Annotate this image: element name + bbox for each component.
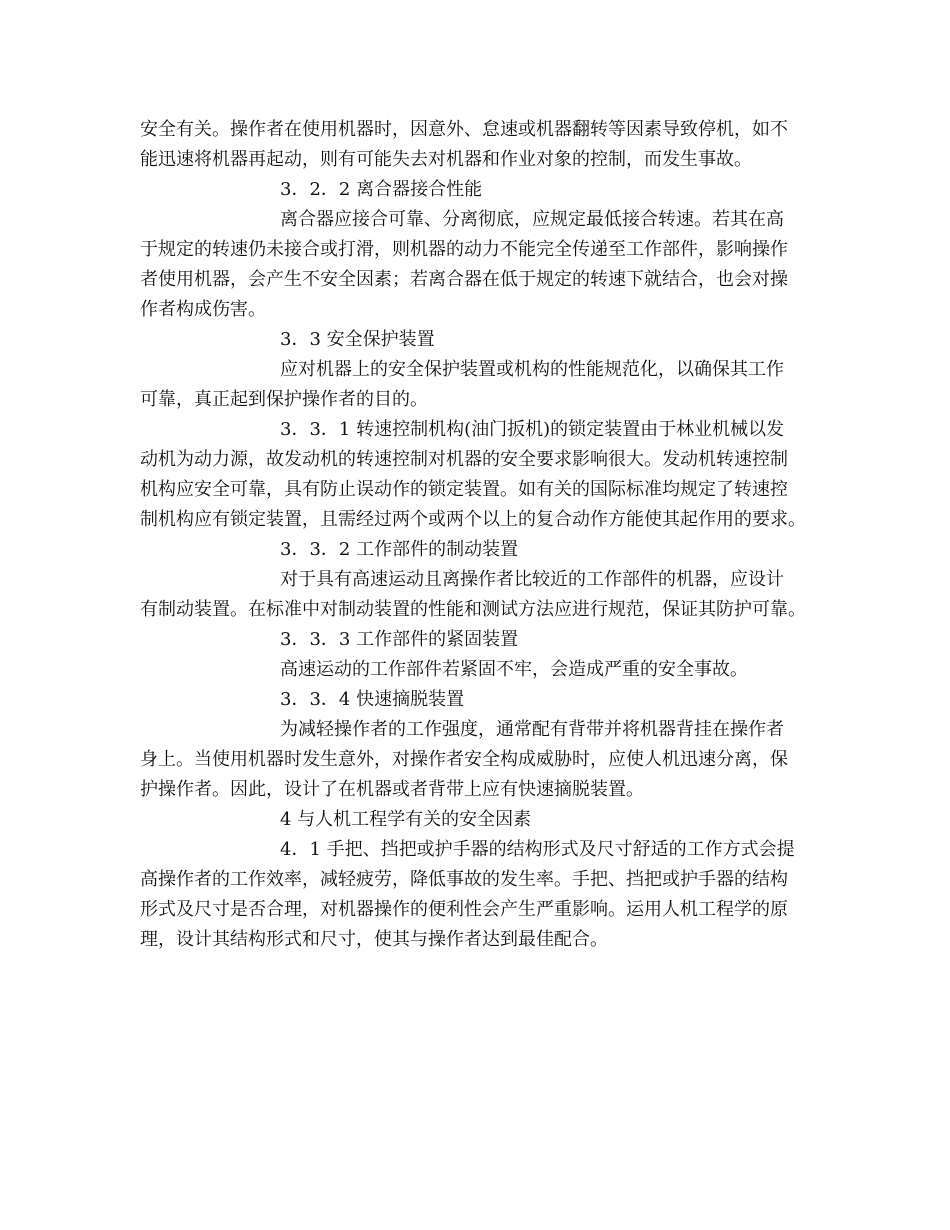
paragraph-line: 身上。当使用机器时发生意外，对操作者安全构成威胁时，应使人机迅速分离，保 — [140, 749, 788, 770]
paragraph-first-line: 应对机器上的安全保护装置或机构的性能规范化，以确保其工作 — [280, 359, 784, 380]
section-heading-4-1: 4．1 手把、挡把或护手器的结构形式及尺寸舒适的工作方式会提 — [280, 839, 795, 860]
paragraph-line: 形式及尺寸是否合理，对机器操作的便利性会产生严重影响。运用人机工程学的原 — [140, 899, 788, 920]
section-heading-3-3: 3．3 安全保护装置 — [280, 329, 435, 350]
paragraph-line: 护操作者。因此，设计了在机器或者背带上应有快速摘脱装置。 — [140, 779, 644, 800]
section-heading-4: 4 与人机工程学有关的安全因素 — [280, 809, 532, 830]
section-heading-3-3-1: 3．3．1 转速控制机构(油门扳机)的锁定装置由于林业机械以发 — [280, 419, 785, 440]
paragraph-line: 安全有关。操作者在使用机器时，因意外、怠速或机器翻转等因素导致停机，如不 — [140, 119, 788, 140]
paragraph-line: 有制动装置。在标准中对制动装置的性能和测试方法应进行规范，保证其防护可靠。 — [140, 599, 806, 620]
section-heading-3-3-3: 3．3．3 工作部件的紧固装置 — [280, 629, 519, 650]
paragraph-line: 作者构成伤害。 — [140, 299, 266, 320]
paragraph-line: 动机为动力源，故发动机的转速控制对机器的安全要求影响很大。发动机转速控制 — [140, 449, 788, 470]
paragraph-line: 理，设计其结构形式和尺寸，使其与操作者达到最佳配合。 — [140, 929, 608, 950]
section-heading-3-2-2: 3．2．2 离合器接合性能 — [280, 179, 483, 200]
paragraph-line: 高操作者的工作效率，减轻疲劳，降低事故的发生率。手把、挡把或护手器的结构 — [140, 869, 788, 890]
paragraph-line: 能迅速将机器再起动，则有可能失去对机器和作业对象的控制，而发生事故。 — [140, 149, 752, 170]
section-heading-3-3-2: 3．3．2 工作部件的制动装置 — [280, 539, 519, 560]
document-body — [140, 115, 820, 955]
section-heading-3-3-4: 3．3．4 快速摘脱装置 — [280, 689, 465, 710]
paragraph-line: 者使用机器，会产生不安全因素；若离合器在低于规定的转速下就结合，也会对操 — [140, 269, 788, 290]
paragraph-line: 制机构应有锁定装置，且需经过两个或两个以上的复合动作方能使其起作用的要求。 — [140, 509, 806, 530]
paragraph-first-line: 离合器应接合可靠、分离彻底，应规定最低接合转速。若其在高 — [280, 209, 784, 230]
paragraph-first-line: 高速运动的工作部件若紧固不牢，会造成严重的安全事故。 — [280, 659, 748, 680]
paragraph-line: 于规定的转速仍未接合或打滑，则机器的动力不能完全传递至工作部件，影响操作 — [140, 239, 788, 260]
paragraph-line: 可靠，真正起到保护操作者的目的。 — [140, 389, 428, 410]
paragraph-line: 机构应安全可靠，具有防止误动作的锁定装置。如有关的国际标准均规定了转速控 — [140, 479, 788, 500]
paragraph-first-line: 为减轻操作者的工作强度，通常配有背带并将机器背挂在操作者 — [280, 719, 784, 740]
paragraph-first-line: 对于具有高速运动且离操作者比较近的工作部件的机器，应设计 — [280, 569, 784, 590]
